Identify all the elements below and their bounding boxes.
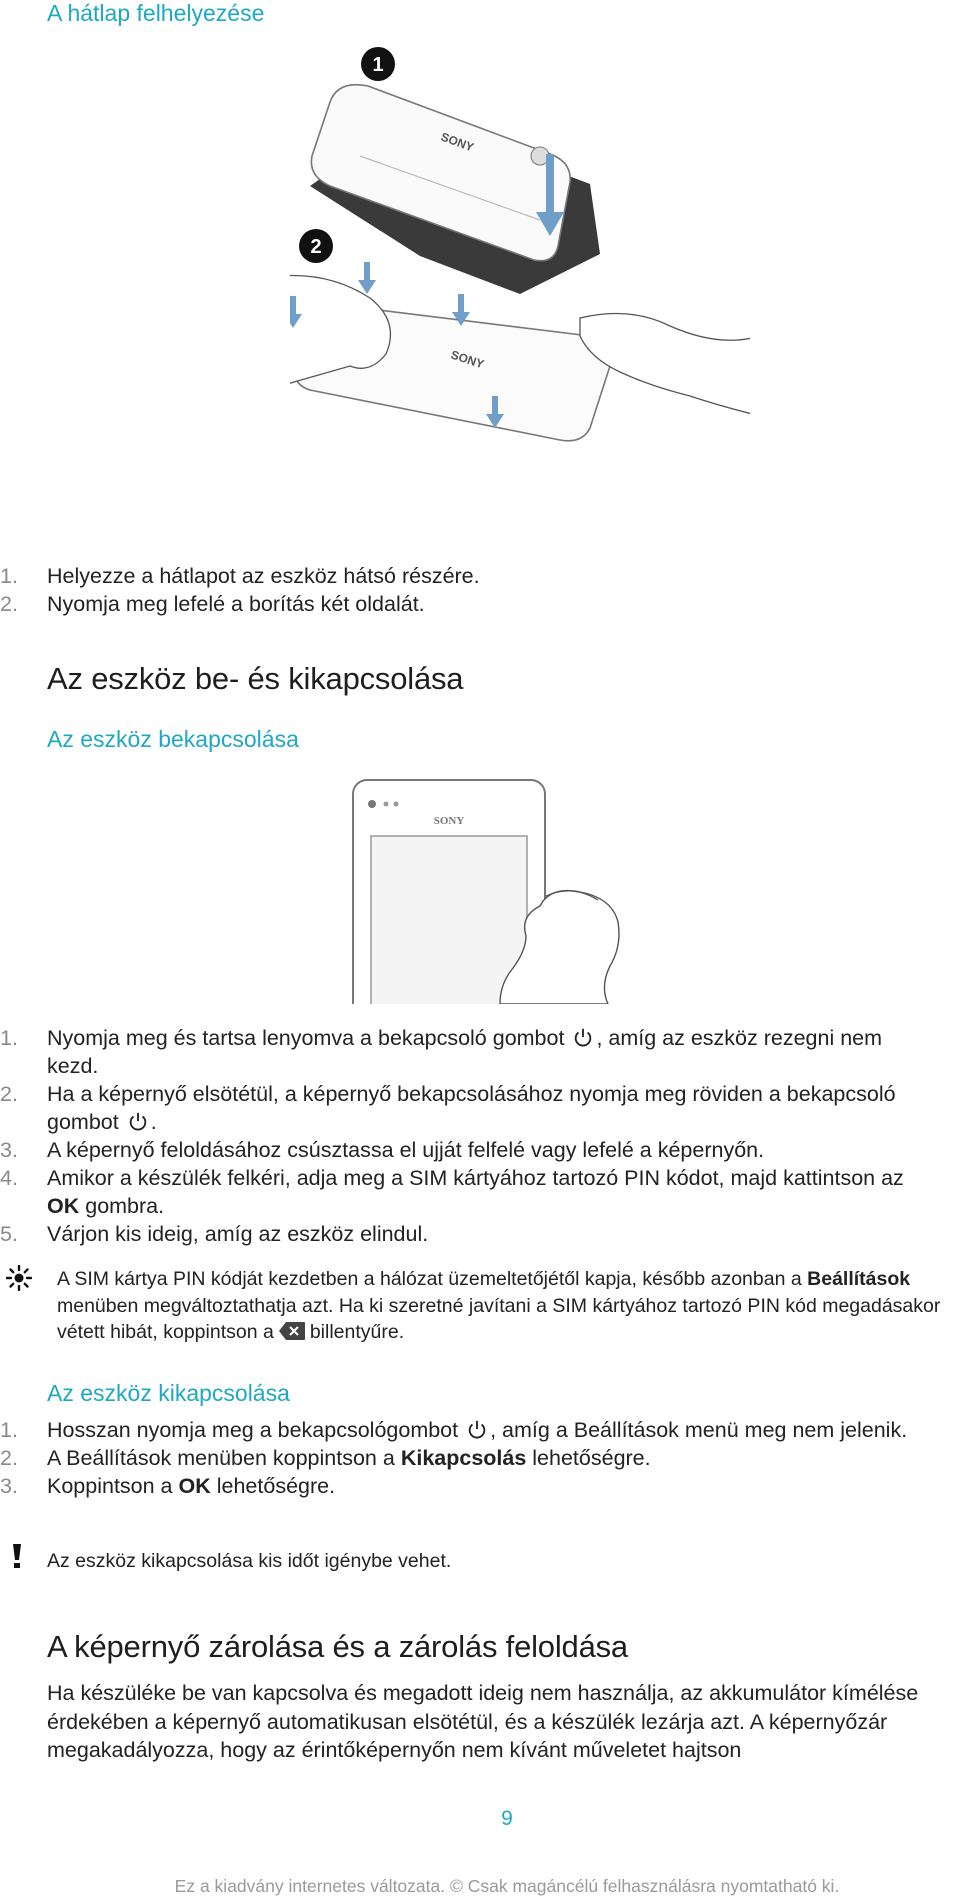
subtitle-power-off: Az eszköz kikapcsolása (47, 1380, 290, 1406)
list-item: 2. Ha a képernyő elsötétül, a képernyő bekapcsolásához nyomja meg röviden a bekapcsoló gombot . (0, 1082, 896, 1134)
backspace-key-icon (278, 1321, 306, 1341)
list-item: 5. Várjon kis ideig, amíg az eszköz elindul. (0, 1222, 429, 1246)
footer-note: Ez a kiadvány internetes változata. © Csak magáncélú felhasználásra nyomtatható ki. (174, 1876, 840, 1896)
brand-logo-front: SONY (433, 815, 465, 827)
phone-screen (371, 836, 527, 1004)
subtitle-power-on: Az eszköz bekapcsolása (47, 726, 299, 752)
power-icon (127, 1111, 149, 1133)
list-item: 3. A képernyő feloldásához csúsztassa el ujját felfelé vagy lefelé a képernyőn. (0, 1138, 765, 1162)
back-cover-steps (0, 562, 930, 618)
section-title-back-cover: A hátlap felhelyezése (47, 0, 265, 26)
lightbulb-tip-icon (6, 1265, 32, 1291)
list-item: 1. Hosszan nyomja meg a bekapcsológombot , amíg a Beállítások menü meg nem jelenik. (0, 1418, 908, 1442)
sim-pin-tip: A SIM kártya PIN kódját kezdetben a hálózat üzemeltetőjétől kapja, később azonban a Beállítások menüben megváltoztathatja azt. Ha ki szeretné javítani a SIM kártyához tartozó PIN kód megadásakor vétett hibát, koppintson a billentyűre. (57, 1268, 941, 1343)
brand-logo-back-2: SONY (449, 347, 486, 372)
brand-logo-back: SONY (438, 129, 476, 155)
arrow-down-icon-1 (358, 262, 376, 294)
list-item: 2. A Beállítások menüben koppintson a Kikapcsolás lehetőségre. (0, 1446, 651, 1470)
power-on-steps (0, 1024, 930, 1248)
list-item: 1. Nyomja meg és tartsa lenyomva a bekapcsoló gombot , amíg az eszköz rezegni nem kezd. (0, 1026, 883, 1078)
power-off-warning: Az eszköz kikapcsolása kis időt igénybe vehet. (47, 1550, 452, 1572)
power-off-steps (0, 1416, 930, 1500)
section-title-power: Az eszköz be- és kikapcsolása (47, 661, 464, 696)
right-hand (580, 314, 750, 417)
exclamation-warning-icon (10, 1543, 24, 1569)
back-cover-illustration (290, 36, 750, 466)
screen-lock-paragraph: Ha készüléke be van kapcsolva és megadott ideig nem használja, az akkumulátor kímélése érdekében a képernyő automatikusan elsötétül, és a készülék lezárja azt. A képernyőzár megakadályozza, hogy az érintőképernyőn nem kívánt műveletet hajtson (47, 1681, 919, 1762)
power-on-illustration (350, 776, 710, 1004)
step-2-badge-label: 2 (310, 236, 322, 258)
step-1-badge-label: 1 (372, 54, 384, 76)
list-item: 3. Koppintson a OK lehetőségre. (0, 1474, 336, 1498)
section-title-screen-lock: A képernyő zárolása és a zárolás feloldása (47, 1629, 628, 1664)
power-icon (466, 1419, 488, 1441)
page-number: 9 (501, 1807, 513, 1830)
power-icon (572, 1027, 594, 1049)
list-item: 1. Helyezze a hátlapot az eszköz hátsó részére. (0, 564, 480, 588)
list-item: 4. Amikor a készülék felkéri, adja meg a SIM kártyához tartozó PIN kódot, majd kattintson az OK gombra. (0, 1166, 904, 1218)
list-item: 2. Nyomja meg lefelé a borítás két oldalát. (0, 592, 425, 616)
